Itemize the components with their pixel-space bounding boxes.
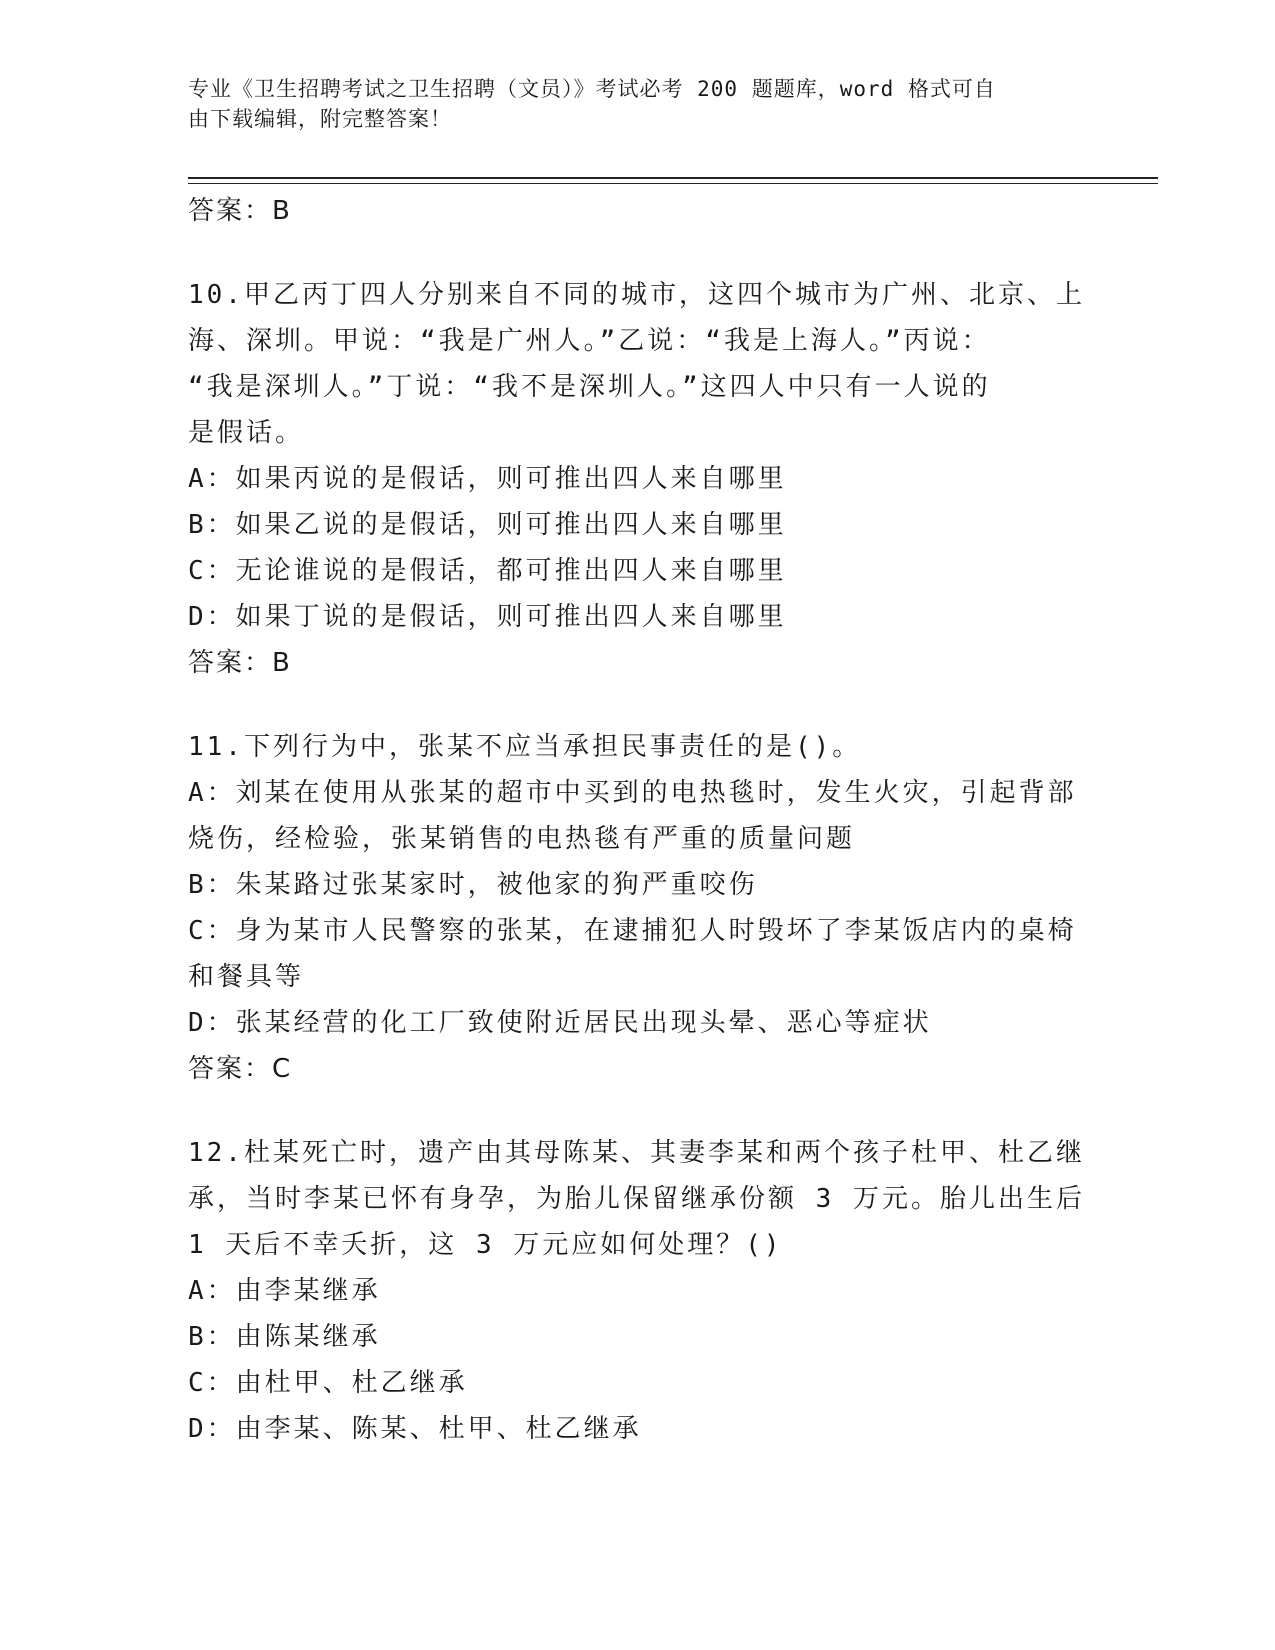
question-stem-line: 海、深圳。甲说：“我是广州人。”乙说：“我是上海人。”丙说：	[188, 326, 991, 356]
question-stem-line: 10.甲乙丙丁四人分别来自不同的城市，这四个城市为广州、北京、上	[188, 280, 1085, 310]
option-a: A：由李某继承	[188, 1276, 381, 1306]
answer-line: 答案：B	[188, 196, 292, 226]
option-a-continued: 烧伤，经检验，张某销售的电热毯有严重的质量问题	[188, 824, 856, 854]
question-stem-line: “我是深圳人。”丁说：“我不是深圳人。”这四人中只有一人说的	[188, 372, 991, 402]
option-a: A：如果丙说的是假话，则可推出四人来自哪里	[188, 464, 787, 494]
header-line-1: 专业《卫生招聘考试之卫生招聘（文员）》考试必考 200 题题库，word 格式可自	[188, 77, 996, 101]
option-a: A：刘某在使用从张某的超市中买到的电热毯时，发生火灾，引起背部	[188, 778, 1077, 808]
question-stem-line: 11.下列行为中，张某不应当承担民事责任的是()。	[188, 732, 862, 762]
option-c: C：身为某市人民警察的张某，在逮捕犯人时毁坏了李某饭店内的桌椅	[188, 916, 1077, 946]
document-header	[188, 74, 1088, 134]
question-11	[188, 724, 1088, 1092]
option-d: D：如果丁说的是假话，则可推出四人来自哪里	[188, 602, 787, 632]
answer-line: 答案：B	[188, 648, 292, 678]
question-stem-line: 12.杜某死亡时，遗产由其母陈某、其妻李某和两个孩子杜甲、杜乙继	[188, 1138, 1085, 1168]
option-b: B：如果乙说的是假话，则可推出四人来自哪里	[188, 510, 787, 540]
option-c-continued: 和餐具等	[188, 962, 305, 992]
answer-line: 答案：C	[188, 1054, 293, 1084]
header-divider-thin	[188, 183, 1158, 184]
question-stem-line: 1 天后不幸夭折，这 3 万元应如何处理？()	[188, 1230, 783, 1260]
option-d: D：由李某、陈某、杜甲、杜乙继承	[188, 1414, 642, 1444]
option-b: B：朱某路过张某家时，被他家的狗严重咬伤	[188, 870, 758, 900]
option-b: B：由陈某继承	[188, 1322, 381, 1352]
document-body	[188, 188, 1088, 1452]
question-stem-line: 承，当时李某已怀有身孕，为胎儿保留继承份额 3 万元。胎儿出生后	[188, 1184, 1085, 1214]
option-d: D：张某经营的化工厂致使附近居民出现头晕、恶心等症状	[188, 1008, 932, 1038]
header-divider-thick	[188, 177, 1158, 179]
option-c: C：由杜甲、杜乙继承	[188, 1368, 468, 1398]
option-c: C：无论谁说的是假话，都可推出四人来自哪里	[188, 556, 787, 586]
question-10	[188, 272, 1088, 686]
question-12	[188, 1130, 1088, 1452]
header-line-2: 由下载编辑，附完整答案！	[188, 107, 452, 131]
question-stem-line: 是假话。	[188, 418, 305, 448]
